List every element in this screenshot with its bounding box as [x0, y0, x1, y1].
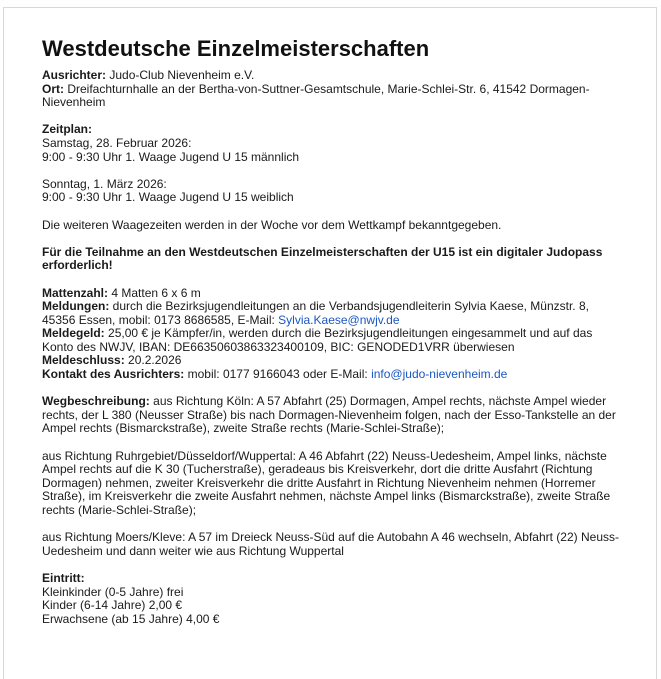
weg-koeln	[42, 395, 622, 436]
ausrichter-label: Ausrichter:	[42, 68, 107, 82]
day1-time: 9:00 - 9:30 Uhr 1. Waage Jugend U 15 männlich	[42, 149, 300, 164]
eintritt-label	[42, 572, 622, 586]
judopass-note	[42, 246, 622, 273]
page-title: Westdeutsche Einzelmeisterschaften	[42, 36, 430, 61]
meldeschluss-value: 20.2.2026	[128, 353, 182, 368]
meldungen-line	[42, 300, 622, 327]
weg-moers: aus Richtung Moers/Kleve: A 57 im Dreieck Neuss-Süd auf die Autobahn A 46 wechseln, Abfahrt (22) Neuss-Uedesheim und dann weiter wie aus Richtung Wuppertal	[42, 530, 619, 558]
ort-line	[42, 83, 622, 110]
ausrichter-value: Judo-Club Nievenheim e.V.	[109, 68, 255, 82]
eintritt-item: Kinder (6-14 Jahre) 2,00 €	[42, 598, 183, 613]
meldungen-value: durch die Bezirksjugendleitungen an die Verbandsjugendleiterin Sylvia Kaese, Münzstr. 8, 45356 Essen, mobil: 0173 8686585, E-Mail:	[42, 299, 589, 327]
meldeschluss-label: Meldeschluss:	[42, 353, 125, 368]
kontakt-email-link[interactable]: info@judo-nievenheim.de	[371, 367, 508, 382]
day1-date: Samstag, 28. Februar 2026:	[42, 135, 192, 150]
eintritt-item: Kleinkinder (0-5 Jahre) frei	[42, 584, 184, 599]
meldegeld-value: 25,00 € je Kämpfer/in, werden durch die Bezirksjugendleitungen eingesammelt und auf das Konto des NWJV, IBAN: DE66350603863323400109, BIC: GENODED1VRR überwiesen	[42, 326, 593, 354]
zeitplan-label	[42, 123, 622, 137]
meldeschluss-line	[42, 354, 622, 368]
kontakt-line	[42, 368, 622, 382]
waage-note: Die weiteren Waagezeiten werden in der Woche vor dem Wettkampf bekanntgegeben.	[42, 217, 502, 232]
mattenzahl-value: 4 Matten 6 x 6 m	[111, 285, 201, 300]
meldegeld-label: Meldegeld:	[42, 326, 105, 341]
wegbeschreibung-label: Wegbeschreibung:	[42, 394, 150, 409]
mattenzahl-line	[42, 287, 622, 301]
weg-koeln-text: aus Richtung Köln: A 57 Abfahrt (25) Dormagen, Ampel rechts, nächste Ampel wieder rechts, der L 380 (Neusser Straße) bis nach Dormagen-Nievenheim folgen, nach der Esso-Tankstelle an der Ampel rechts (Bismarckstraße), zweite Straße rechts (Marie-Schlei-Straße);	[42, 394, 616, 436]
ort-label: Ort:	[42, 81, 64, 96]
eintritt-heading: Eintritt:	[42, 570, 85, 585]
meldegeld-line	[42, 327, 622, 354]
article	[42, 36, 622, 626]
meldungen-label: Meldungen:	[42, 299, 110, 314]
weg-ruhrgebiet: aus Richtung Ruhrgebiet/Düsseldorf/Wuppertal: A 46 Abfahrt (22) Neuss-Uedesheim, Ampel links, nächste Ampel rechts auf die K 30 (Tucherstraße), geradeaus bis Kreisverkehr, dort die dritte Ausfahrt (Richtung Dormagen) nehmen, zweiter Kreisverkehr die dritte Ausfahrt in Richtung Nievenheim nehmen (Horremer Straße), im Kreisverkehr die zweite Ausfahrt nehmen, nächste Ampel links (Bismarckstraße), zweite Straße rechts (Marie-Schlei-Straße);	[42, 448, 611, 517]
mattenzahl-label: Mattenzahl:	[42, 285, 108, 300]
day2-time: 9:00 - 9:30 Uhr 1. Waage Jugend U 15 weiblich	[42, 190, 294, 205]
meldungen-email-link[interactable]: Sylvia.Kaese@nwjv.de	[278, 312, 400, 327]
eintritt-item: Erwachsene (ab 15 Jahre) 4,00 €	[42, 611, 220, 626]
day2-date: Sonntag, 1. März 2026:	[42, 176, 167, 191]
judopass-text: Für die Teilnahme an den Westdeutschen Einzelmeisterschaften der U15 ist ein digitaler Judopass erforderlich!	[42, 244, 603, 273]
ort-value: Dreifachturnhalle an der Bertha-von-Suttner-Gesamtschule, Marie-Schlei-Str. 6, 41542 Dormagen-Nievenheim	[42, 81, 590, 110]
kontakt-label: Kontakt des Ausrichters:	[42, 367, 185, 382]
ausrichter-line	[42, 69, 622, 83]
zeitplan-heading: Zeitplan:	[42, 122, 92, 137]
kontakt-value: mobil: 0177 9166043 oder E-Mail:	[187, 367, 368, 382]
